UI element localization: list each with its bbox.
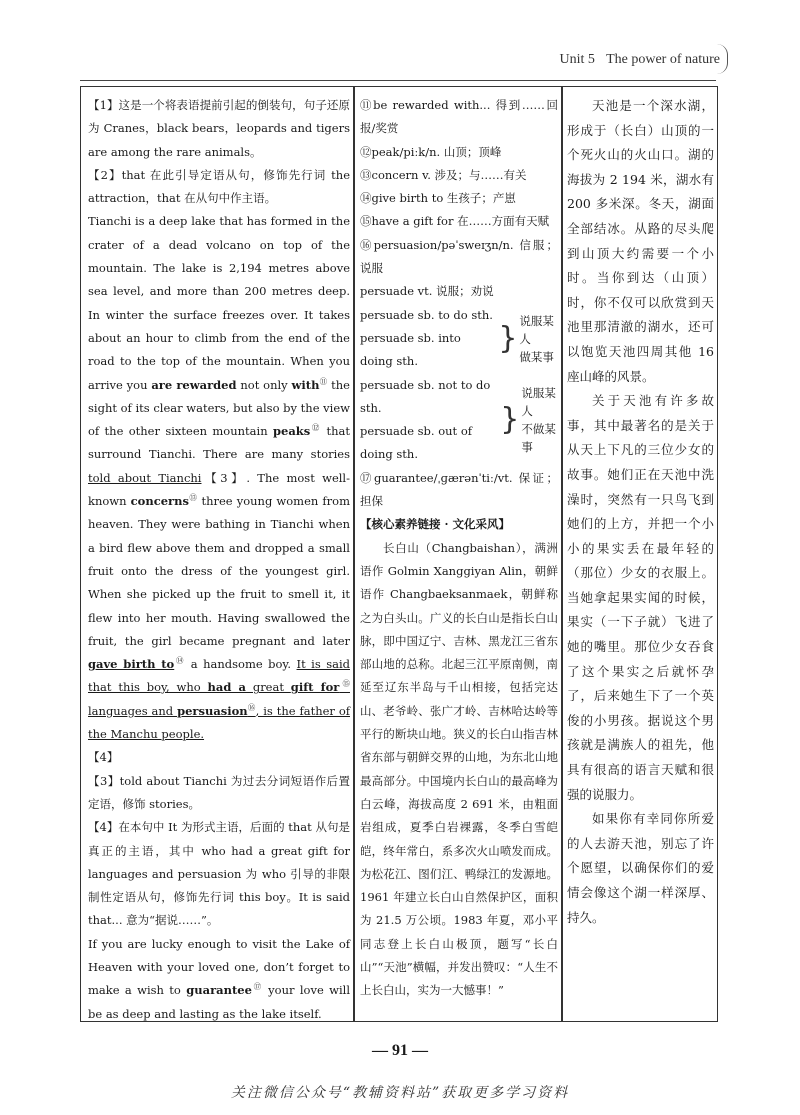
translation-paragraph-2: 关于天池有许多故事，其中最著名的是关于从天上下凡的三位少女的故事。她们正在天池中洗澡时，突然有一只鸟飞到她们的上方，并把一个小小的果实丢在最年轻的（那位）少女的衣服上。当她拿起果实闻的时候，果实（一下子就）飞进了她的嘴里。那位少女吞食了这个果实之后就怀孕了，后来她生下了一个英俊的小男孩。据说这个男孩就是满族人的祖先，他具有很高的语言天赋和很强的说服力。 bbox=[567, 393, 714, 802]
vocab-11: ⑪be rewarded with... 得到……回报/奖赏 bbox=[360, 98, 558, 136]
culture-heading: 【核心素养链接 · 文化采风】 bbox=[360, 517, 511, 532]
marker-14: ⑭ bbox=[174, 656, 186, 666]
vocab-17: ⑰guarantee/ˌɡærənˈtiː/vt. 保证；担保 bbox=[360, 470, 558, 509]
vocab-13: ⑬concern v. 涉及；与……有关 bbox=[360, 167, 527, 182]
grammar-note-3: 【3】told about Tianchi 为过去分词短语作后置定语，修饰 stories。 bbox=[88, 773, 350, 811]
sentence-it-is-said: It is said that this boy, who had a great gift for⑮ languages and persuasion⑯, is the father of the Manchu people. bbox=[88, 657, 350, 742]
culture-text: 长白山（Changbaishan），满洲语作 Golmin Xanggiyan Alin，朝鲜语作 Changbaeksanmaek，朝鲜称之为白头山。广义的长白山是指长白山脉，即中国辽宁、吉林、黑龙江三省东部山地的总称。北起三江平原南侧，南延至辽东半岛与千山相接，包括完达山、老爷岭、张广才岭、吉林哈达岭等平行的断块山地。狭义的长白山指吉林省东部与朝鲜交界的山地，为东北山地最高部分。中国境内长白山的最高峰为白云峰，海拔高度 2 691 米，由粗面岩组成，夏季白岩裸露，冬季白雪皑皑，终年常白，系多次火山喷发而成。为松花江、图们江、鸭绿江的发源地。1961 年建立长白山自然保护区，面积为 21.5 万公顷。1983 年夏，邓小平同志登上长白山极顶，题写“长白山”“天池”横幅，并发出赞叹：“人生不上长白山，实为一大憾事！” bbox=[360, 540, 558, 998]
running-header bbox=[80, 52, 720, 74]
grammar-note-2: 【2】that 在此引导定语从句，修饰先行词 the attraction，that 在从句中作主语。 bbox=[88, 167, 350, 206]
brace-icon: } bbox=[498, 320, 518, 356]
vocab-12: ⑫peak/piːk/n. 山顶；顶峰 bbox=[360, 144, 502, 159]
marker-16: ⑯ bbox=[247, 702, 256, 712]
marker-12: ⑫ bbox=[310, 423, 322, 433]
ref-3: 【3】 bbox=[201, 470, 247, 485]
phrase-are-rewarded: are rewarded bbox=[151, 377, 237, 392]
word-guarantee: guarantee bbox=[186, 983, 252, 998]
marker-13: ⑬ bbox=[188, 493, 198, 503]
vocab-14: ⑭give birth to 生孩子；产崽 bbox=[360, 191, 516, 206]
word-peaks: peaks bbox=[272, 424, 311, 439]
ref-4: 【4】 bbox=[88, 750, 119, 765]
persuade-pattern-1 bbox=[360, 304, 558, 374]
reading-passage: Tianchi is a deep lake that has formed in the crater of a dead volcano on top of the mountain. The lake is 2,194 metres above sea level, and more than 200 metres deep. In winter the surface freezes over. It takes about an hour to climb from the end of the road to the top of the mountain. When you arrive you are rewarded not only with⑪ the sight of its clear waters, but also by the view of the other sixteen mountain peaks⑫ that surround Tianchi. There are many stories told about Tianchi【3】. The most well-known concerns⑬ three young women from heaven. They were bathing in Tianchi when a bird flew above them and dropped a small fruit onto the dress of the youngest girl. When she picked up the fruit to smell it, it flew into her mouth. Having swallowed the fruit, the girl became pregnant and later gave birth to⑭ a handsome boy. It is said that this boy, who had a great gift for⑮ languages and persuasion⑯, is the father of the Manchu people. bbox=[88, 214, 351, 742]
phrase-gave-birth-to: gave birth to bbox=[88, 657, 175, 672]
unit-title: The power of nature bbox=[606, 52, 720, 67]
pattern-line: persuade sb. to do sth. bbox=[360, 307, 493, 322]
grammar-note-4: 【4】在本句中 It 为形式主语，后面的 that 从句是真正的主语，其中 who had a great gift for languages and persuasion 为 who 引导的非限制性定语从句，修饰先行词 this boy。It is said that... 意为“据说……”。 bbox=[88, 820, 350, 928]
closing-paragraph: If you are lucky enough to visit the Lake of Heaven with your loved one, don’t forget to make a wish to guarantee⑰ your love will be as deep and lasting as the lake itself. bbox=[88, 936, 351, 1021]
left-column bbox=[88, 94, 350, 1026]
culture-section bbox=[360, 513, 558, 1002]
word-concerns: concerns bbox=[130, 494, 189, 509]
pattern-line: persuade sb. not to do sth. bbox=[360, 377, 491, 415]
marker-15: ⑮ bbox=[339, 679, 350, 689]
marker-11: ⑪ bbox=[319, 376, 328, 386]
pattern-meaning: 说服某人 bbox=[519, 313, 554, 346]
pattern-meaning: 说服某人 bbox=[521, 386, 556, 419]
marker-17: ⑰ bbox=[251, 982, 263, 992]
brace-icon: } bbox=[500, 402, 520, 438]
header-arc-decoration bbox=[717, 44, 728, 74]
right-column-translation bbox=[567, 94, 714, 930]
translation-paragraph-1: 天池是一个深水湖，形成于（长白）山顶的一个死火山的火山口。湖的海拔为 2 194 米，湖水有 200 多米深。冬天，湖面全部结冰。从路的尽头爬到山顶大约需要一个小时。当你到达（山顶）时，你不仅可以欣赏到天池里那清澈的湖水，还可以饱览天池四周其他 16 座山峰的风景。 bbox=[567, 98, 714, 384]
pattern-meaning: 不做某事 bbox=[521, 422, 556, 455]
header-rule bbox=[80, 80, 716, 81]
phrase-with: with bbox=[291, 377, 320, 392]
pattern-line: persuade sb. into doing sth. bbox=[360, 330, 461, 369]
phrase-told-about-tianchi: told about Tianchi bbox=[88, 470, 202, 485]
vocab-persuade: persuade vt. 说服；劝说 bbox=[360, 284, 494, 299]
vocab-15: ⑮have a gift for 在……方面有天赋 bbox=[360, 214, 550, 229]
pattern-meaning: 做某事 bbox=[519, 349, 554, 364]
page-number: — 91 — bbox=[372, 1042, 428, 1059]
translation-paragraph-3: 如果你有幸同你所爱的人去游天池，别忘了许个愿望，以确保你们的爱情会像这个湖一样深厚、持久。 bbox=[567, 811, 714, 925]
footer-note: 关注微信公众号“教辅资料站”获取更多学习资料 bbox=[230, 1085, 570, 1101]
pattern-line: persuade sb. out of doing sth. bbox=[360, 424, 473, 462]
grammar-note-1: 【1】这是一个将表语提前引起的倒装句，句子还原为 Cranes，black bears，leopards and tigers are among the rare animals。 bbox=[88, 98, 350, 159]
unit-label: Unit 5 bbox=[559, 52, 595, 67]
middle-column bbox=[360, 94, 558, 1003]
persuade-pattern-2 bbox=[360, 374, 558, 467]
vocab-16: ⑯persuasion/pəˈsweɪʒn/n. 信服；说服 bbox=[360, 237, 558, 276]
